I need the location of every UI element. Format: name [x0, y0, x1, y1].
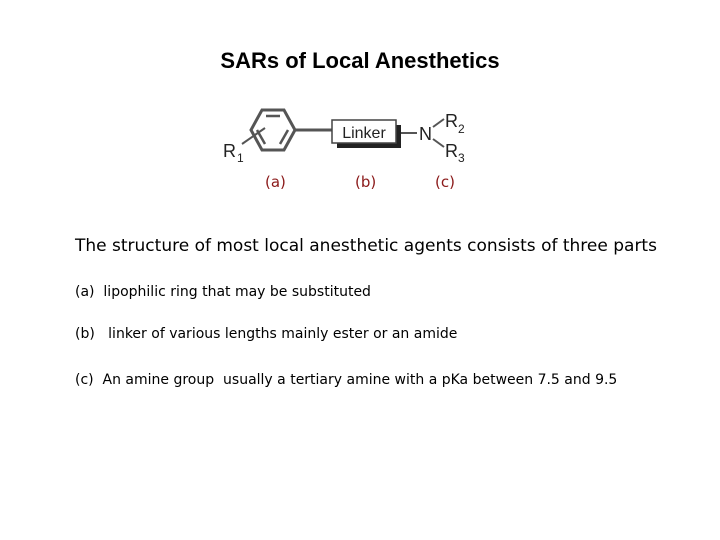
r2-subscript: 2	[458, 122, 465, 136]
list-item-a	[75, 284, 371, 300]
slide-title: SARs of Local Anesthetics	[220, 48, 500, 73]
part-label-c: (c)	[435, 173, 455, 191]
part-label-a: (a)	[265, 173, 286, 191]
r2-label: R	[445, 111, 458, 131]
list-item-text: linker of various lengths mainly ester or an amide	[108, 326, 458, 342]
intro-text: The structure of most local anesthetic agents consists of three parts	[75, 236, 657, 256]
n-r2-bond	[433, 119, 444, 127]
list-item-tag: (c)	[75, 372, 94, 388]
part-label-b: (b)	[355, 173, 377, 191]
r3-label: R	[445, 141, 458, 161]
list-item-text: An amine group usually a tertiary amine with a pKa between 7.5 and 9.5	[102, 372, 618, 388]
molecule-structure	[215, 100, 485, 170]
list-item-tag: (b)	[75, 326, 95, 342]
r3-subscript: 3	[458, 151, 465, 165]
r1-label: R	[223, 141, 236, 161]
list-item-text: lipophilic ring that may be substituted	[103, 284, 371, 300]
r1-subscript: 1	[237, 151, 244, 165]
list-item-c	[75, 372, 617, 388]
linker-label: Linker	[342, 125, 386, 142]
list-item-b	[75, 326, 457, 342]
benzene-ring	[251, 110, 295, 150]
nitrogen-label: N	[419, 124, 432, 144]
list-item-tag: (a)	[75, 284, 95, 300]
n-r3-bond	[433, 139, 444, 147]
